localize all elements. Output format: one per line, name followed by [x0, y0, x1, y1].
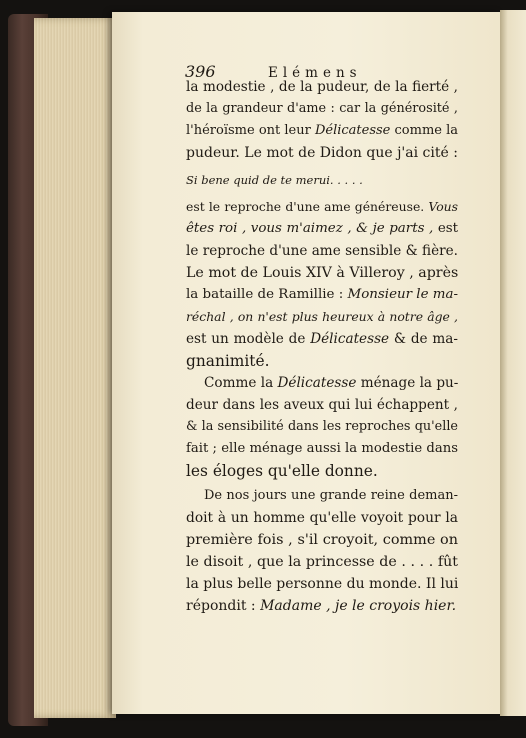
text-span: & la sensibilité dans les reproches qu'elle	[186, 419, 458, 434]
text-span: de la grandeur d'ame : car la générosité ,	[186, 101, 458, 116]
text-span: la modestie , de la pudeur, de la fierté ,	[186, 79, 458, 95]
text-line	[186, 394, 458, 416]
text-span: doit à un homme qu'elle voyoit pour la	[186, 510, 458, 526]
italic-span: Monsieur le ma-	[347, 287, 458, 302]
italic-span: Madame , je le croyois hier.	[260, 598, 457, 614]
text-span: Comme la	[204, 375, 278, 391]
text-span: les éloges qu'elle donne.	[186, 462, 378, 480]
text-line	[186, 416, 458, 438]
text-span: est le reproche d'une ame généreuse.	[186, 199, 429, 214]
text-span: l'héroïsme ont leur	[186, 123, 315, 138]
text-line	[186, 284, 458, 306]
text-line	[186, 529, 458, 551]
text-line	[186, 328, 458, 350]
text-line	[186, 507, 458, 529]
text-line	[186, 350, 458, 372]
text-line	[186, 595, 458, 617]
text-span: De nos jours une grande reine deman-	[204, 488, 458, 503]
page-number: 396	[185, 62, 216, 81]
italic-span: Délicatesse	[314, 123, 391, 138]
italic-span: Délicatesse	[310, 331, 390, 347]
text-line	[186, 142, 458, 164]
text-line	[186, 240, 458, 262]
text-span: pudeur. Le mot de Didon que j'ai cité :	[186, 145, 458, 161]
text-line	[186, 438, 458, 460]
text-span: Le mot de Louis XIV à Villeroy , après	[186, 265, 459, 281]
text-line	[186, 573, 458, 595]
italic-span: êtes roi , vous m'aimez , & je parts ,	[186, 221, 434, 236]
running-head: Elémens	[268, 65, 362, 81]
text-span: la plus belle personne du monde. Il lui	[186, 576, 459, 592]
text-line	[186, 76, 458, 98]
text-span: le reproche d'une ame sensible & fière.	[186, 243, 458, 259]
text-span: fait ; elle ménage aussi la modestie dans	[186, 441, 458, 456]
text-span: gnanimité.	[186, 352, 270, 370]
text-span: le disoit , que la princesse de . . . . fût	[186, 554, 458, 570]
text-line	[186, 120, 458, 142]
text-span: première fois , s'il croyoit, comme on	[186, 532, 458, 548]
latin-quotation: Si bene quid de te merui. . . . .	[186, 173, 363, 187]
text-line	[186, 262, 458, 284]
text-span: répondit :	[186, 598, 261, 614]
text-span: & de ma-	[389, 331, 458, 347]
text-line	[186, 196, 458, 218]
italic-span: réchal , on n'est plus heureux à notre âge ,	[186, 309, 458, 324]
text-line	[186, 306, 458, 328]
text-line	[186, 460, 458, 482]
text-span: comme la	[390, 123, 459, 138]
text-span: est	[433, 221, 458, 236]
text-line	[186, 98, 458, 120]
italic-span: Vous	[428, 199, 458, 214]
italic-span: Délicatesse	[277, 375, 357, 391]
text-span: ménage la pu-	[356, 375, 459, 391]
text-line	[186, 218, 458, 240]
text-line	[204, 372, 458, 394]
text-line	[204, 485, 458, 507]
text-span: deur dans les aveux qui lui échappent ,	[186, 397, 458, 413]
text-span: est un modèle de	[186, 331, 311, 347]
text-span: la bataille de Ramillie :	[186, 287, 348, 302]
text-line	[186, 551, 458, 573]
